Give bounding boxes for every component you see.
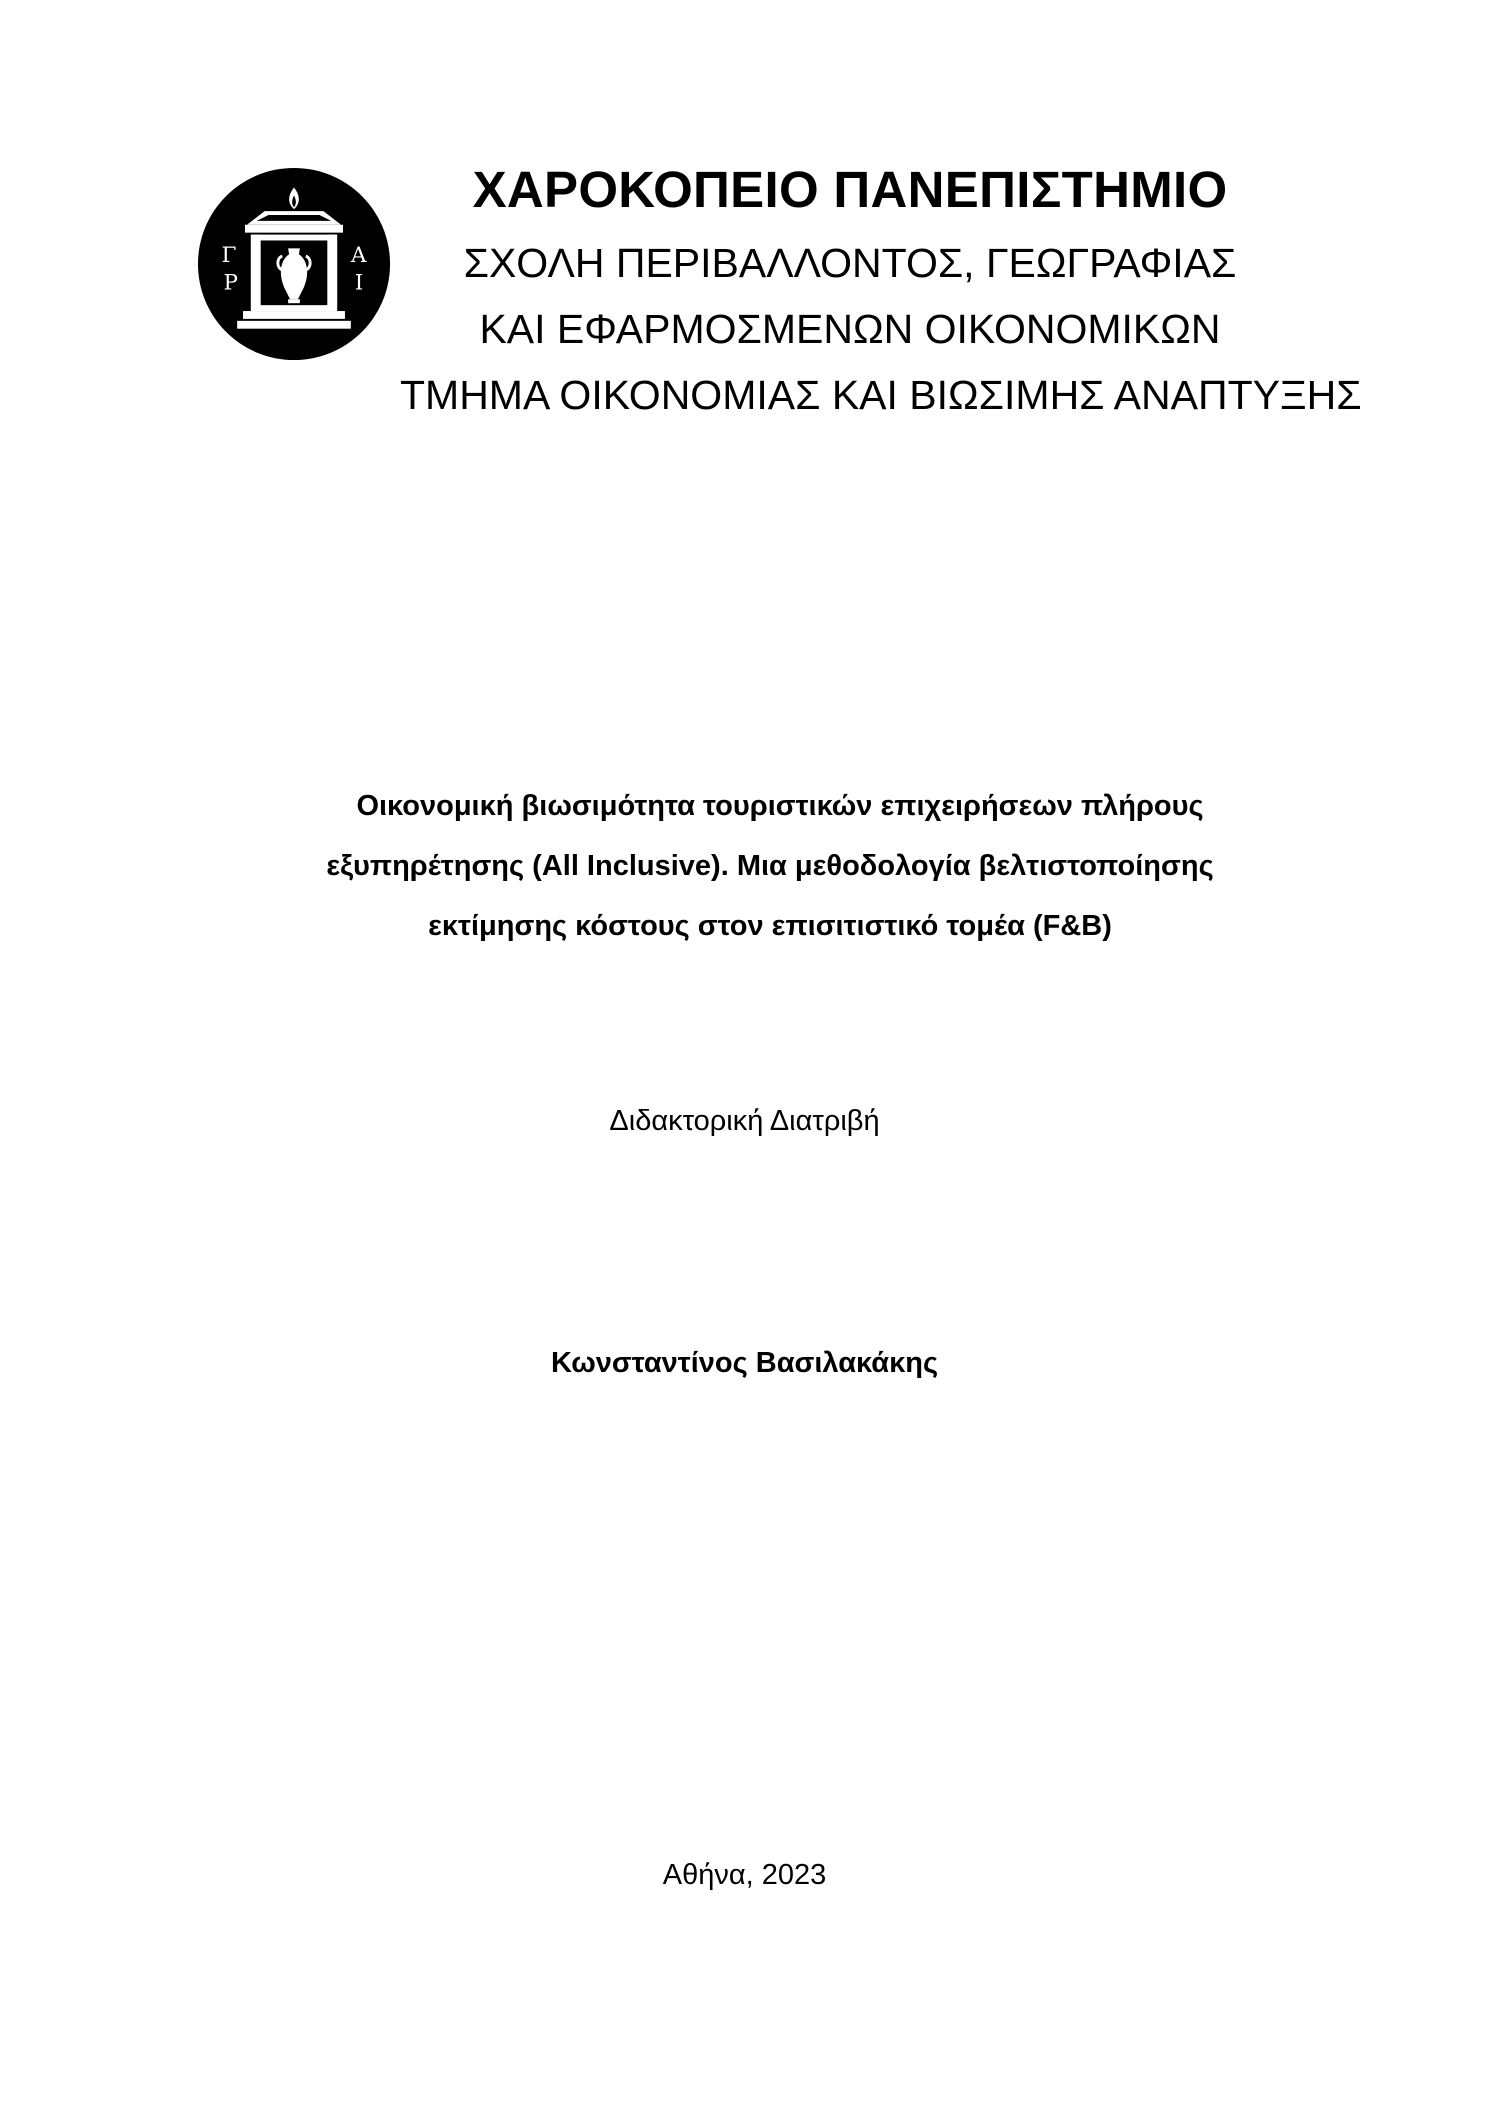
- place-and-date: Αθήνα, 2023: [662, 1859, 827, 1891]
- university-seal-logo: [196, 166, 392, 362]
- seal-letter-gamma: Γ: [221, 243, 237, 269]
- thesis-title-line-3: εκτίμησης κόστους στον επισιτιστικό τομέα (F&B): [428, 910, 1112, 942]
- author-name: Κωνσταντίνος Βασιλακάκης: [550, 1347, 939, 1379]
- thesis-title-line-2: εξυπηρέτησης (All Inclusive). Μια μεθοδολογία βελτιστοποίησης: [326, 850, 1214, 882]
- seal-letter-rho: Ρ: [223, 270, 238, 296]
- thesis-title-line-1: Οικονομική βιωσιμότητα τουριστικών επιχειρήσεων πλήρους: [356, 790, 1204, 822]
- university-name: ΧΑΡΟΚΟΠΕΙΟ ΠΑΝΕΠΙΣΤΗΜΙΟ: [472, 161, 1228, 218]
- seal-letter-alpha: Α: [350, 243, 367, 269]
- seal-letter-iota: Ι: [354, 270, 364, 296]
- school-name-line-1: ΣΧΟΛΗ ΠΕΡΙΒΑΛΛΟΝΤΟΣ, ΓΕΩΓΡΑΦΙΑΣ: [463, 240, 1237, 286]
- department-name: ΤΜΗΜΑ ΟΙΚΟΝΟΜΙΑΣ ΚΑΙ ΒΙΩΣΙΜΗΣ ΑΝΑΠΤΥΞΗΣ: [400, 372, 1362, 418]
- school-name-line-2: ΚΑΙ ΕΦΑΡΜΟΣΜΕΝΩΝ ΟΙΚΟΝΟΜΙΚΩΝ: [479, 306, 1221, 352]
- document-type: Διδακτορική Διατριβή: [609, 1105, 880, 1137]
